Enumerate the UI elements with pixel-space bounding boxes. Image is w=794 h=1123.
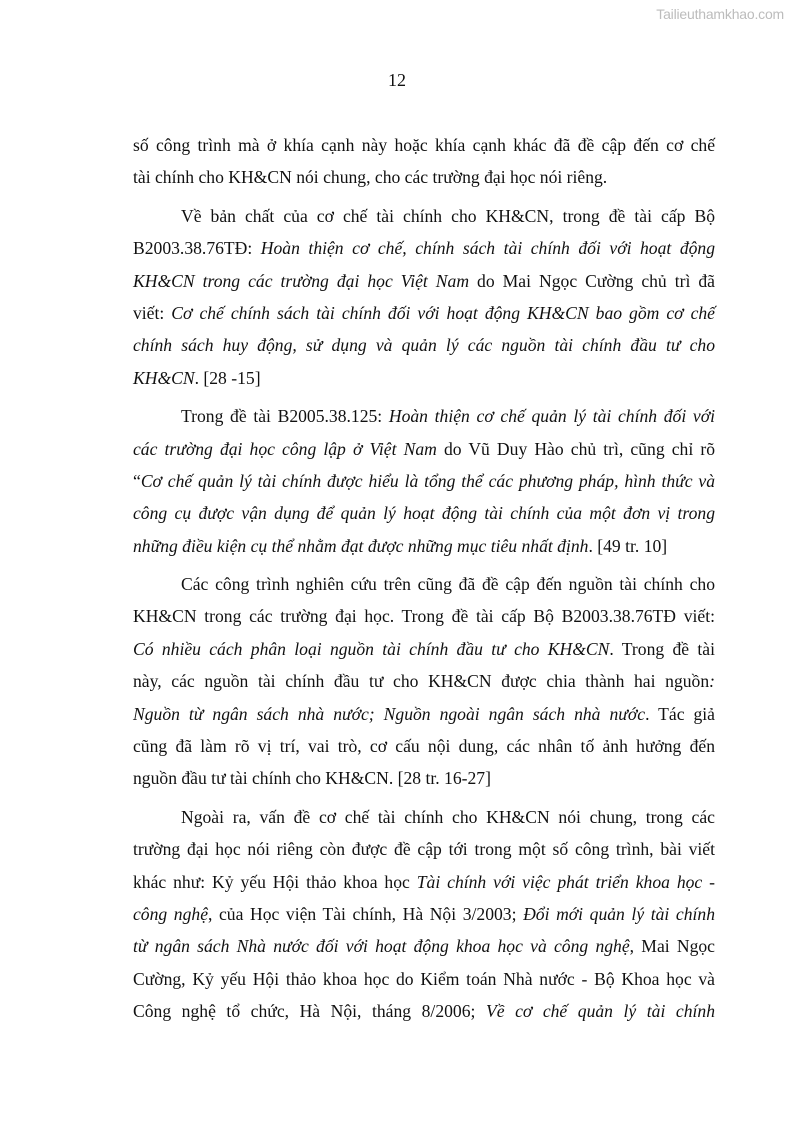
text: Ngoài ra, vấn đề cơ chế tài chính cho KH&CN nói chung, trong các xyxy=(181,806,715,827)
text-line xyxy=(133,129,715,161)
text: do Vũ Duy Hào chủ trì, cũng chỉ rõ xyxy=(436,438,715,459)
text: nguồn đầu tư tài chính cho KH&CN. [28 tr. 16-27] xyxy=(133,768,491,789)
paragraph xyxy=(133,400,715,562)
text-line xyxy=(133,265,715,297)
text: “ xyxy=(133,470,141,491)
text-line xyxy=(133,995,715,1027)
text-line xyxy=(133,297,715,329)
text-line xyxy=(133,633,715,665)
text: trường đại học nói riêng còn được đề cập tới trong một số công trình, bài viết xyxy=(133,839,715,860)
text: Trong đề tài B2005.38.125: xyxy=(181,406,389,427)
text-line xyxy=(133,762,715,794)
text-line xyxy=(133,963,715,995)
text: do Mai Ngọc Cường chủ trì đã xyxy=(469,270,715,291)
italic-text: Hoàn thiện cơ chế quản lý tài chính đối với xyxy=(388,406,715,427)
text-line xyxy=(133,568,715,600)
text-line xyxy=(133,801,715,833)
italic-text: : xyxy=(709,671,715,692)
paragraph xyxy=(133,200,715,394)
italic-text: Hoàn thiện cơ chế, chính sách tài chính đối với hoạt động xyxy=(260,238,716,259)
text: viết: xyxy=(133,302,172,323)
italic-text: từ ngân sách Nhà nước đối với hoạt động khoa học và công nghệ xyxy=(133,936,630,957)
paragraph xyxy=(133,801,715,1028)
text-line xyxy=(133,600,715,632)
text-line xyxy=(133,497,715,529)
paragraph xyxy=(133,129,715,194)
text: Cường, Kỷ yếu Hội thảo khoa học do Kiểm toán Nhà nước - Bộ Khoa học và xyxy=(133,968,715,989)
text: Về bản chất của cơ chế tài chính cho KH&CN, trong đề tài cấp Bộ xyxy=(181,205,715,226)
italic-text: công nghệ xyxy=(133,903,208,924)
text-line xyxy=(133,433,715,465)
text-line xyxy=(133,465,715,497)
watermark: Tailieuthamkhao.com xyxy=(656,6,784,22)
text: số công trình mà ở khía cạnh này hoặc khía cạnh khác đã đề cập đến cơ chế xyxy=(133,135,715,155)
text: . [28 -15] xyxy=(194,367,261,388)
text: KH&CN trong các trường đại học. Trong đề tài cấp Bộ B2003.38.76TĐ viết: xyxy=(133,606,715,627)
text: tài chính cho KH&CN nói chung, cho các trường đại học nói riêng. xyxy=(133,167,608,188)
text-line xyxy=(133,866,715,898)
text-line xyxy=(133,400,715,432)
italic-text: Tài chính với việc phát triển khoa học - xyxy=(416,871,715,892)
text: này, các nguồn tài chính đầu tư cho KH&CN được chia thành hai nguồn xyxy=(133,671,710,692)
text-line xyxy=(133,362,715,394)
text: . [49 tr. 10] xyxy=(588,535,668,556)
text-line xyxy=(133,329,715,361)
text: khác như: Kỷ yếu Hội thảo khoa học xyxy=(133,871,417,892)
page-number: 12 xyxy=(388,70,406,90)
text-line xyxy=(133,161,715,193)
text-line xyxy=(133,833,715,865)
text: Các công trình nghiên cứu trên cũng đã đề cập đến nguồn tài chính cho xyxy=(181,574,715,595)
text: cũng đã làm rõ vị trí, vai trò, cơ cấu nội dung, các nhân tố ảnh hưởng đến xyxy=(133,736,715,757)
italic-text: Về cơ chế quản lý tài chính xyxy=(485,1001,715,1022)
italic-text: KH&CN trong các trường đại học Việt Nam xyxy=(133,270,470,291)
italic-text: Cơ chế quản lý tài chính được hiểu là tổng thể các phương pháp, hình thức và xyxy=(140,470,715,491)
italic-text: chính sách huy động, sử dụng và quản lý các nguồn tài chính đầu tư cho xyxy=(133,335,715,356)
text: Công nghệ tổ chức, Hà Nội, tháng 8/2006; xyxy=(133,1001,486,1022)
document-body xyxy=(133,129,715,1028)
text-line xyxy=(133,898,715,930)
paragraph xyxy=(133,568,715,795)
text: . Trong đề tài xyxy=(609,638,715,659)
text: , của Học viện Tài chính, Hà Nội 3/2003; xyxy=(208,903,524,924)
text: . Tác giả xyxy=(645,703,715,724)
text-line xyxy=(133,930,715,962)
text-line xyxy=(133,730,715,762)
italic-text: Có nhiều cách phân loại nguồn tài chính đầu tư cho KH&CN xyxy=(133,638,610,659)
italic-text: Nguồn từ ngân sách nhà nước; Nguồn ngoài ngân sách nhà nước xyxy=(133,703,646,724)
text-line xyxy=(133,665,715,697)
text-line xyxy=(133,698,715,730)
italic-text: các trường đại học công lập ở Việt Nam xyxy=(133,438,437,459)
italic-text: KH&CN xyxy=(133,367,195,388)
text-line xyxy=(133,200,715,232)
text: B2003.38.76TĐ: xyxy=(133,238,261,259)
italic-text: Đổi mới quản lý tài chính xyxy=(523,903,715,924)
italic-text: những điều kiện cụ thể nhằm đạt được những mục tiêu nhất định xyxy=(133,535,589,556)
italic-text: Cơ chế chính sách tài chính đối với hoạt động KH&CN bao gồm cơ chế xyxy=(171,302,715,323)
text: , Mai Ngọc xyxy=(629,936,715,957)
italic-text: công cụ được vận dụng để quản lý hoạt động tài chính của một đơn vị trong xyxy=(133,503,715,524)
text-line xyxy=(133,530,715,562)
text-line xyxy=(133,232,715,264)
